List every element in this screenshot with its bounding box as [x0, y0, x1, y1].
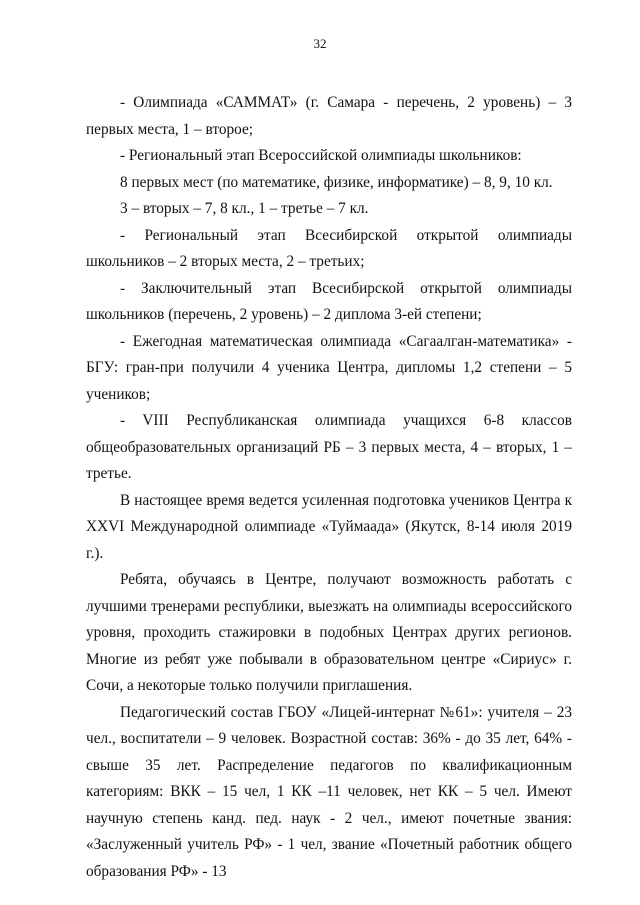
- paragraph-staff: Педагогический состав ГБОУ «Лицей-интернат №61»: учителя – 23 чел., воспитатели – 9 человек. Возрастной состав: 36% - до 35 лет, 64% - свыше 35 лет. Распределение педагогов по квалификационным категориям: ВКК – 15 чел, 1 КК –11 человек, нет КК – 5 чел. Имеют научную степень канд. пед. наук - 2 чел., имеют почетные звания: «Заслуженный учитель РФ» - 1 чел, звание «Почетный работник общего образования РФ» - 13: [86, 703, 572, 880]
- paragraph-opportunities: Ребята, обучаясь в Центре, получают возможность работать с лучшими тренерами республики, выезжать на олимпиады всероссийского уровня, проходить стажировки в подобных Центрах других регионов. Многие из ребят уже побывали в образовательном центре «Сириус» г. Сочи, а некоторые только получили приглашения.: [86, 571, 572, 694]
- list-item-sammat: - Олимпиада «САММАТ» (г. Самара - перечень, 2 уровень) – 3 первых места, 1 – второе;: [86, 94, 572, 138]
- page-number: 32: [313, 36, 327, 51]
- list-item-final-all-siberian: - Заключительный этап Всесибирской открытой олимпиады школьников (перечень, 2 уровень) – 2 диплома 3-ей степени;: [86, 279, 572, 323]
- paragraph-tuymaada: В настоящее время ведется усиленная подготовка учеников Центра к XXVI Международной олимпиаде «Туймаада» (Якутск, 8-14 июля 2019 г.).: [86, 491, 572, 562]
- list-item-second-third: 3 – вторых – 7, 8 кл., 1 – третье – 7 кл.: [120, 200, 369, 217]
- list-item-sagaalgan: - Ежегодная математическая олимпиада «Сагаалган-математика» - БГУ: гран-при получили 4 ученика Центра, дипломы 1,2 степени – 5 учеников;: [86, 332, 572, 403]
- list-item-republican-olympiad: - VIII Республиканская олимпиада учащихся 6-8 классов общеобразовательных организаций РБ – 3 первых места, 4 – вторых, 1 – третье.: [86, 412, 572, 482]
- document-body: [86, 90, 572, 885]
- list-item-regional-all-russian: - Региональный этап Всероссийской олимпиады школьников:: [120, 147, 522, 164]
- list-item-first-places: 8 первых мест (по математике, физике, информатике) – 8, 9, 10 кл.: [120, 173, 553, 191]
- list-item-regional-all-siberian: - Региональный этап Всесибирской открытой олимпиады школьников – 2 вторых места, 2 – третьих;: [86, 226, 572, 270]
